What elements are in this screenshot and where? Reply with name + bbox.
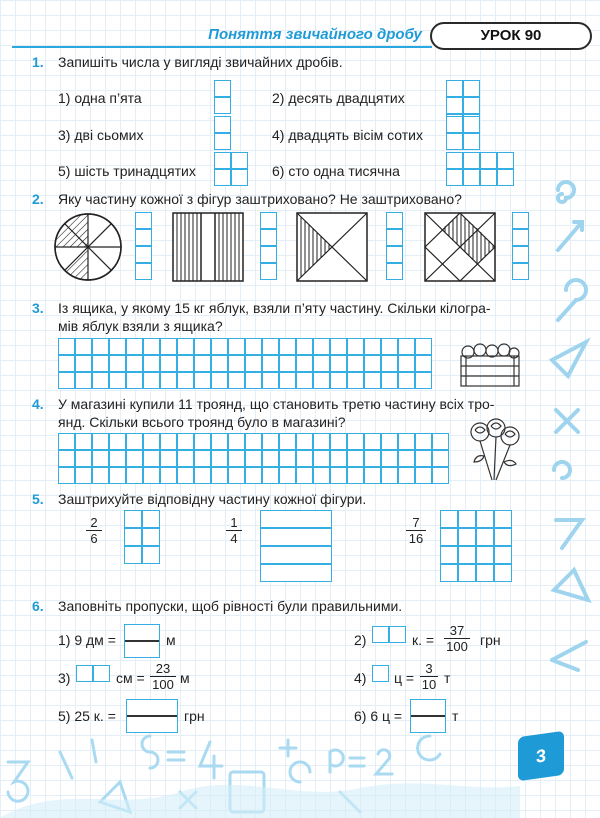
grid-cell[interactable] [109, 467, 126, 484]
grid-cell[interactable] [109, 355, 126, 372]
grid-cell[interactable] [279, 467, 296, 484]
grid-cell[interactable] [228, 372, 245, 389]
rhombus-square-figure [424, 212, 498, 282]
grid-cell[interactable] [126, 450, 143, 467]
grid-cell[interactable] [177, 450, 194, 467]
grid-cell[interactable] [126, 372, 143, 389]
grid-cell[interactable] [432, 450, 449, 467]
task5-text: Заштрихуйте відповідну частину кожної фігури. [58, 491, 367, 507]
grid-cell[interactable] [194, 450, 211, 467]
grid-cell[interactable] [279, 450, 296, 467]
grid-cell[interactable] [245, 433, 262, 450]
grid-cell[interactable] [330, 355, 347, 372]
grid-cell[interactable] [92, 467, 109, 484]
grid-cell[interactable] [228, 467, 245, 484]
task6-number: 6. [32, 598, 44, 614]
grid-cell[interactable] [381, 450, 398, 467]
grid-cell[interactable] [109, 338, 126, 355]
fraction-23-100 [150, 662, 176, 691]
grid-cell[interactable] [58, 355, 75, 372]
grid-cell[interactable] [228, 338, 245, 355]
striped-square-figure [172, 212, 246, 282]
grid-cell[interactable] [296, 355, 313, 372]
fraction-7-16 [406, 516, 426, 545]
task5-number: 5. [32, 491, 44, 507]
answer-grid-1[interactable] [214, 80, 231, 114]
grid-cell[interactable] [245, 372, 262, 389]
grid-cell[interactable] [347, 433, 364, 450]
fraction-numerator: 23 [155, 661, 171, 676]
grid-cell[interactable] [58, 433, 75, 450]
grid-cell[interactable] [330, 338, 347, 355]
grid-cell[interactable] [262, 467, 279, 484]
grid-cell[interactable] [160, 433, 177, 450]
grid-cell[interactable] [177, 372, 194, 389]
grid-cell[interactable] [245, 355, 262, 372]
grid-cell[interactable] [364, 433, 381, 450]
grid-cell[interactable] [296, 433, 313, 450]
grid-cell[interactable] [364, 450, 381, 467]
grid-cell[interactable] [381, 433, 398, 450]
task1-text: Запишіть числа у вигляді звичайних дробів. [58, 54, 343, 70]
answer-box-4[interactable] [372, 665, 389, 682]
grid-cell[interactable] [109, 372, 126, 389]
topic-title: Поняття звичайного дробу [208, 26, 422, 43]
grid-cell[interactable] [211, 467, 228, 484]
diagonal-square-figure [296, 212, 370, 282]
grid-cell[interactable] [194, 338, 211, 355]
equation-5-left: 5) 25 к. = [58, 708, 116, 724]
task1-item-1: 1) одна п’ята [58, 90, 142, 106]
grid-cell[interactable] [92, 355, 109, 372]
grid-cell[interactable] [75, 372, 92, 389]
task1-item-4: 4) двадцять вісім сотих [272, 127, 423, 143]
grid-cell[interactable] [415, 450, 432, 467]
task1-item-6: 6) сто одна тисячна [272, 163, 400, 179]
grid-cell[interactable] [398, 467, 415, 484]
fraction-input-1[interactable] [124, 624, 160, 658]
grid-cell[interactable] [126, 433, 143, 450]
equation-2-result-unit: грн [480, 632, 501, 648]
header-rule [12, 46, 432, 48]
grid-cell[interactable] [381, 372, 398, 389]
grid-cell[interactable] [364, 372, 381, 389]
equation-6-left: 6) 6 ц = [354, 708, 403, 724]
task1-item-2: 2) десять двадцятих [272, 90, 405, 106]
fraction-numerator: 7 [412, 515, 420, 530]
grid-cell[interactable] [347, 338, 364, 355]
fraction-numerator: 1 [230, 515, 238, 530]
grid-cell[interactable] [211, 450, 228, 467]
equation-5-unit: грн [184, 708, 205, 724]
grid-cell[interactable] [211, 433, 228, 450]
equation-3-unit: см = [116, 670, 145, 686]
grid-cell[interactable] [313, 433, 330, 450]
grid-cell[interactable] [211, 372, 228, 389]
grid-cell[interactable] [262, 338, 279, 355]
grid-cell[interactable] [75, 355, 92, 372]
grid-cell[interactable] [432, 433, 449, 450]
grid-cell[interactable] [160, 467, 177, 484]
decorative-bottom-doodles [0, 722, 520, 818]
fraction-3-10 [420, 662, 438, 691]
answer-grid-rhombus[interactable] [512, 212, 529, 280]
grid-cell[interactable] [279, 433, 296, 450]
grid-cell[interactable] [75, 338, 92, 355]
grid-cell[interactable] [58, 467, 75, 484]
grid-cell[interactable] [194, 433, 211, 450]
grid-cell[interactable] [92, 338, 109, 355]
answer-box-3[interactable] [76, 665, 110, 682]
equation-3-label: 3) [58, 670, 71, 686]
apple-crate-icon [458, 342, 522, 388]
grid-cell[interactable] [313, 372, 330, 389]
grid-cell[interactable] [330, 467, 347, 484]
fraction-numerator: 37 [449, 623, 465, 638]
grid-cell[interactable] [347, 450, 364, 467]
task3-number: 3. [32, 300, 44, 316]
grid-cell[interactable] [211, 355, 228, 372]
answer-grid-6[interactable] [446, 152, 514, 186]
grid-cell[interactable] [398, 372, 415, 389]
grid-cell[interactable] [296, 338, 313, 355]
grid-cell[interactable] [160, 338, 177, 355]
grid-cell[interactable] [194, 372, 211, 389]
grid-cell[interactable] [177, 467, 194, 484]
grid-cell[interactable] [313, 338, 330, 355]
grid-cell[interactable] [296, 450, 313, 467]
equation-1-left: 1) 9 дм = [58, 632, 116, 648]
equation-1-unit: м [166, 632, 176, 648]
grid-cell[interactable] [398, 355, 415, 372]
grid-cell[interactable] [262, 433, 279, 450]
lesson-badge: УРОК 90 [430, 22, 592, 50]
task1-number: 1. [32, 54, 44, 70]
grid-cell[interactable] [245, 338, 262, 355]
grid-cell[interactable] [177, 433, 194, 450]
grid-cell[interactable] [75, 467, 92, 484]
grid-cell[interactable] [75, 433, 92, 450]
grid-cell[interactable] [262, 355, 279, 372]
grid-cell[interactable] [415, 433, 432, 450]
grid-cell[interactable] [228, 450, 245, 467]
answer-grid-stripes[interactable] [260, 212, 277, 280]
roses-icon [466, 418, 524, 486]
grid-cell[interactable] [160, 355, 177, 372]
grid-cell[interactable] [262, 372, 279, 389]
grid-cell[interactable] [228, 355, 245, 372]
grid-cell[interactable] [126, 338, 143, 355]
answer-grid-diagonal[interactable] [386, 212, 403, 280]
grid-cell[interactable] [313, 450, 330, 467]
fraction-numerator: 2 [90, 515, 98, 530]
equation-2-unit: к. = [412, 632, 435, 648]
grid-cell[interactable] [381, 355, 398, 372]
task4-line1: У магазині купили 11 троянд, що становить третю частину всіх тро- [58, 396, 495, 412]
task4-line2: янд. Скільки всього троянд було в магазині? [58, 414, 346, 430]
grid-cell[interactable] [313, 467, 330, 484]
equation-3-result-unit: м [180, 670, 190, 686]
grid-cell[interactable] [330, 372, 347, 389]
fraction-37-100 [444, 624, 470, 653]
fraction-numerator: 3 [425, 661, 433, 676]
fraction-denominator: 100 [152, 677, 174, 692]
grid-cell[interactable] [415, 355, 432, 372]
grid-cell[interactable] [109, 450, 126, 467]
fraction-1-4 [226, 516, 242, 545]
grid-cell[interactable] [75, 450, 92, 467]
grid-cell[interactable] [160, 450, 177, 467]
grid-cell[interactable] [279, 355, 296, 372]
task3-line2: мів яблук взяли з ящика? [58, 318, 223, 334]
grid-cell[interactable] [347, 467, 364, 484]
shade-grid-7-16[interactable] [440, 510, 512, 582]
grid-cell[interactable] [177, 338, 194, 355]
grid-cell[interactable] [245, 450, 262, 467]
grid-cell[interactable] [415, 338, 432, 355]
grid-cell[interactable] [398, 338, 415, 355]
fraction-denominator: 100 [446, 639, 468, 654]
grid-cell[interactable] [143, 355, 160, 372]
decorative-math-doodles [538, 170, 598, 730]
grid-cell[interactable] [143, 450, 160, 467]
grid-cell[interactable] [143, 433, 160, 450]
grid-cell[interactable] [228, 433, 245, 450]
answer-grid-4[interactable] [446, 116, 480, 150]
grid-cell[interactable] [347, 355, 364, 372]
answer-grid-task4[interactable] [58, 433, 449, 484]
grid-cell[interactable] [160, 372, 177, 389]
grid-cell[interactable] [211, 338, 228, 355]
grid-cell[interactable] [194, 355, 211, 372]
grid-cell[interactable] [143, 467, 160, 484]
fraction-denominator: 4 [230, 531, 238, 546]
answer-grid-circle[interactable] [135, 212, 152, 280]
task3-line1: Із ящика, у якому 15 кг яблук, взяли п’яту частину. Скільки кілогра- [58, 300, 491, 316]
page-number: 3 [518, 731, 564, 781]
fraction-denominator: 16 [408, 531, 424, 546]
grid-cell[interactable] [177, 355, 194, 372]
grid-cell[interactable] [279, 372, 296, 389]
shade-grid-2-6[interactable] [124, 510, 160, 564]
equation-2-label: 2) [354, 632, 367, 648]
grid-cell[interactable] [143, 338, 160, 355]
fraction-denominator: 6 [90, 531, 98, 546]
answer-grid-5[interactable] [214, 152, 248, 186]
grid-cell[interactable] [415, 467, 432, 484]
grid-cell[interactable] [330, 433, 347, 450]
equation-4-unit: ц = [394, 670, 415, 686]
task4-number: 4. [32, 396, 44, 412]
grid-cell[interactable] [58, 372, 75, 389]
grid-cell[interactable] [58, 450, 75, 467]
grid-cell[interactable] [364, 338, 381, 355]
task6-text: Заповніть пропуски, щоб рівності були правильними. [58, 598, 403, 614]
shade-grid-1-4[interactable] [260, 510, 332, 582]
grid-cell[interactable] [126, 355, 143, 372]
equation-6-unit: т [452, 708, 459, 724]
grid-cell[interactable] [432, 467, 449, 484]
grid-cell[interactable] [398, 433, 415, 450]
grid-cell[interactable] [364, 355, 381, 372]
grid-cell[interactable] [126, 467, 143, 484]
grid-cell[interactable] [330, 450, 347, 467]
task2-text: Яку частину кожної з фігур заштриховано? Не заштриховано? [58, 191, 462, 207]
grid-cell[interactable] [364, 467, 381, 484]
grid-cell[interactable] [347, 372, 364, 389]
grid-cell[interactable] [313, 355, 330, 372]
grid-cell[interactable] [262, 450, 279, 467]
grid-cell[interactable] [194, 467, 211, 484]
grid-cell[interactable] [92, 372, 109, 389]
grid-cell[interactable] [415, 372, 432, 389]
answer-grid-3[interactable] [214, 116, 231, 150]
circle-figure [48, 212, 132, 282]
answer-box-2[interactable] [372, 626, 406, 643]
task1-item-5: 5) шість тринадцятих [58, 163, 196, 179]
grid-cell[interactable] [245, 467, 262, 484]
equation-4-label: 4) [354, 670, 367, 686]
grid-cell[interactable] [109, 433, 126, 450]
grid-cell[interactable] [143, 372, 160, 389]
grid-cell[interactable] [92, 433, 109, 450]
grid-cell[interactable] [381, 467, 398, 484]
grid-cell[interactable] [92, 450, 109, 467]
task2-number: 2. [32, 191, 44, 207]
answer-grid-task3[interactable] [58, 338, 432, 389]
grid-cell[interactable] [398, 450, 415, 467]
fraction-denominator: 10 [421, 677, 437, 692]
equation-4-result-unit: т [444, 670, 451, 686]
grid-cell[interactable] [296, 372, 313, 389]
grid-cell[interactable] [296, 467, 313, 484]
task1-item-3: 3) дві сьомих [58, 127, 144, 143]
grid-cell[interactable] [381, 338, 398, 355]
fraction-2-6 [86, 516, 102, 545]
grid-cell[interactable] [58, 338, 75, 355]
grid-cell[interactable] [279, 338, 296, 355]
